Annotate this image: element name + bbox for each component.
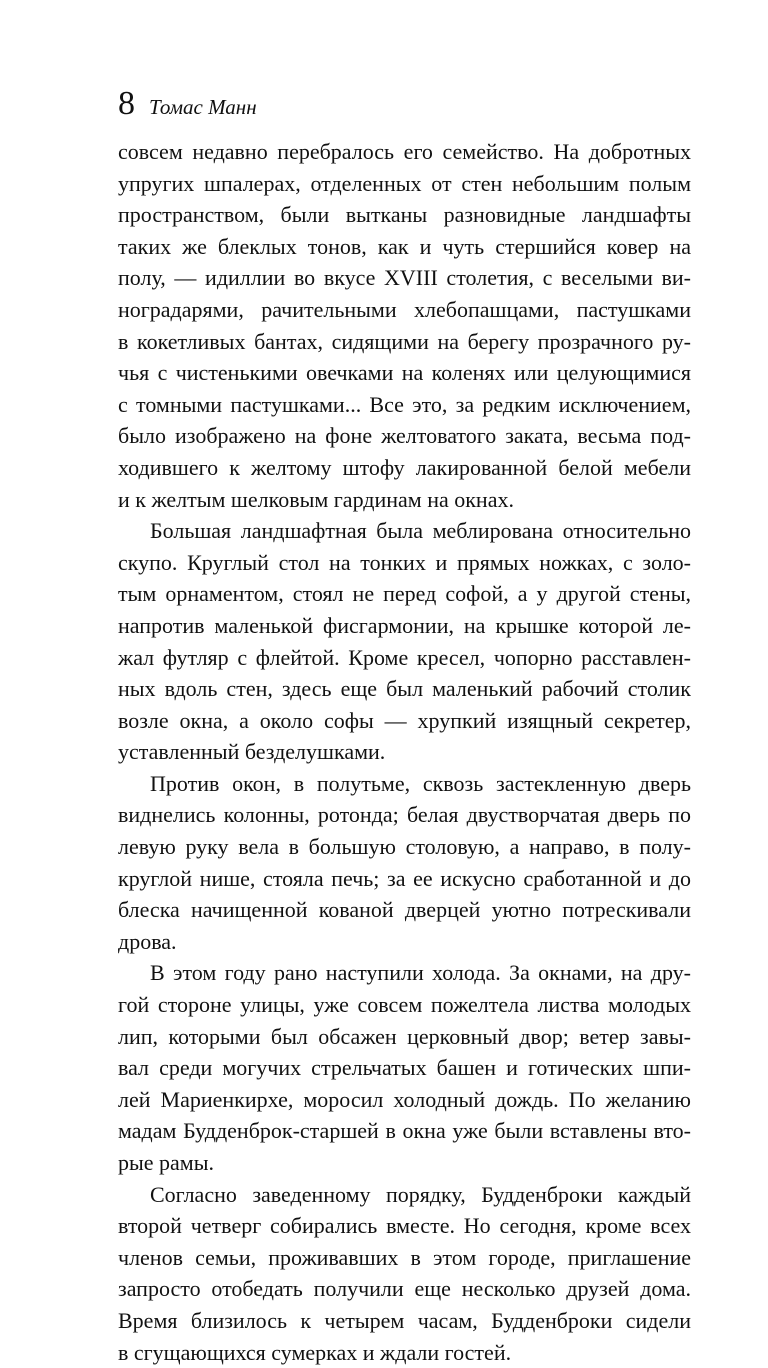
- running-head: [118, 86, 257, 125]
- text-line: с томными пастушками... Все это, за редким исключением,: [118, 391, 691, 417]
- text-line: второй четверг собирались вместе. Но сегодня, кроме всех: [118, 1213, 691, 1239]
- text-line: левую руку вела в большую столовую, а направо, в полу-: [118, 834, 691, 860]
- paragraph: [118, 515, 691, 768]
- text-line: чья с чистенькими овечками на коленях или целующимися: [118, 360, 691, 386]
- text-line: Против окон, в полутьме, сквозь застекленную дверь: [150, 770, 691, 796]
- text-line: гой стороне улицы, уже совсем пожелтела листва молодых: [118, 992, 691, 1018]
- text-line: членов семьи, проживавших в этом городе, приглашение: [118, 1244, 691, 1270]
- text-line: уставленный безделушками.: [118, 739, 386, 765]
- paragraph: [118, 136, 691, 515]
- text-line: ных вдоль стен, здесь еще был маленький рабочий столик: [118, 676, 691, 702]
- text-line: Большая ландшафтная была меблирована относительно: [150, 518, 691, 544]
- text-line: напротив маленькой фисгармонии, на крышке которой ле-: [118, 612, 691, 638]
- text-line: лей Мариенкирхе, моросил холодный дождь. По желанию: [118, 1086, 691, 1112]
- body-text: [118, 136, 691, 1368]
- text-line: Согласно заведенному порядку, Будденброки каждый: [150, 1181, 691, 1207]
- text-line: ходившего к желтому штофу лакированной белой мебели: [118, 454, 691, 480]
- text-line: полу, — идиллии во вкусе XVIII столетия, с веселыми ви-: [118, 265, 691, 291]
- text-line: круглой нише, стояла печь; за ее искусно сработанной и до: [118, 865, 691, 891]
- text-line: дрова.: [118, 928, 177, 954]
- text-line: Время близилось к четырем часам, Будденброки сидели: [118, 1307, 691, 1333]
- text-line: возле окна, а около софы — хрупкий изящный секретер,: [118, 707, 691, 733]
- text-line: было изображено на фоне желтоватого заката, весьма под-: [118, 423, 691, 449]
- text-line: тым орнаментом, стоял не перед софой, а у другой стены,: [118, 581, 691, 607]
- page-number: 8: [118, 85, 135, 122]
- text-line: виднелись колонны, ротонда; белая двустворчатая дверь по: [118, 802, 691, 828]
- text-line: скупо. Круглый стол на тонких и прямых ножках, с золо-: [118, 549, 691, 575]
- text-line: рые рамы.: [118, 1150, 215, 1175]
- paragraph: [118, 957, 691, 1178]
- text-line: в кокетливых бантах, сидящими на берегу прозрачного ру-: [118, 328, 691, 354]
- text-line: и к желтым шелковым гардинам на окнах.: [118, 486, 514, 512]
- text-line: в сгущающихся сумерках и ждали гостей.: [118, 1339, 512, 1365]
- text-line: лип, которыми был обсажен церковный двор; ветер завы-: [118, 1023, 691, 1049]
- paragraph: [118, 1179, 691, 1368]
- text-line: пространством, были вытканы разновидные ландшафты: [118, 202, 691, 228]
- running-head-author: Томас Манн: [149, 95, 257, 119]
- text-line: жал футляр с флейтой. Кроме кресел, чопорно расставлен-: [118, 644, 691, 670]
- text-line: ноградарями, рачительными хлебопашцами, пастушками: [118, 296, 691, 322]
- text-line: запросто отобедать получили еще несколько друзей дома.: [118, 1276, 691, 1302]
- text-line: вал среди могучих стрельчатых башен и готических шпи-: [118, 1055, 691, 1081]
- text-line: В этом году рано наступили холода. За окнами, на дру-: [150, 960, 691, 986]
- text-line: блеска начищенной кованой дверцей уютно потрескивали: [118, 897, 691, 923]
- text-line: упругих шпалерах, отделенных от стен небольшим полым: [118, 170, 691, 196]
- text-line: совсем недавно перебралось его семейство. На добротных: [118, 139, 691, 164]
- text-line: мадам Будденброк-старшей в окна уже были вставлены вто-: [118, 1118, 691, 1144]
- text-line: таких же блеклых тонов, как и чуть стершийся ковер на: [118, 233, 691, 259]
- paragraph: [118, 768, 691, 958]
